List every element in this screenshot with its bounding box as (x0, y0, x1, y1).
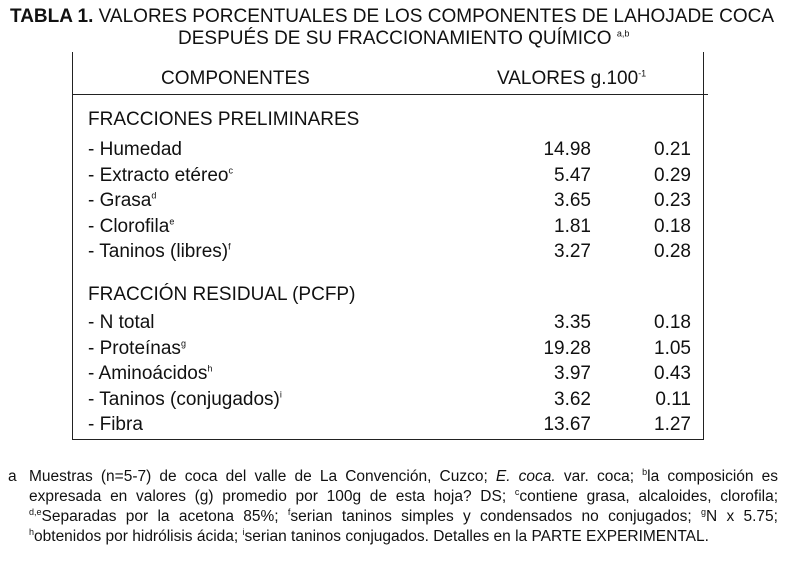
row-value: 5.47 (554, 164, 591, 186)
section-heading-residual: FRACCIÓN RESIDUAL (PCFP) (88, 284, 356, 305)
section-heading-preliminary: FRACCIONES PRELIMINARES (88, 109, 360, 130)
column-header-components: COMPONENTES (161, 68, 310, 89)
footnote-part: serian taninos simples y condensados no conjugados; (290, 508, 701, 525)
row-value-2: 0.18 (654, 312, 691, 333)
table-row (0, 139, 800, 163)
row-label-sup: g (180, 338, 186, 349)
row-label (88, 139, 182, 161)
row-label-text: - Taninos (libres) (88, 241, 229, 262)
row-label-text: - Humedad (88, 139, 182, 160)
row-label (88, 312, 155, 334)
row-label (88, 190, 156, 212)
row-value-2: 1.05 (654, 337, 691, 359)
row-value: 3.27 (554, 241, 591, 262)
row-label (88, 241, 231, 263)
row-label-sup: i (279, 389, 282, 400)
row-label-text: - Grasa (88, 190, 152, 211)
header-divider (72, 94, 708, 95)
row-value: 1.81 (554, 215, 591, 237)
row-label (88, 338, 186, 360)
row-value: 3.35 (554, 312, 591, 333)
table-row (0, 312, 800, 336)
row-label-sup: f (228, 241, 231, 252)
row-label-sup: e (169, 216, 175, 227)
row-value: 3.62 (554, 388, 591, 410)
row-label-text: - Taninos (conjugados) (88, 388, 280, 410)
footnote-part: var. coca; (555, 468, 643, 485)
row-label-text: - Proteínas (88, 337, 181, 359)
row-value: 13.67 (543, 414, 591, 435)
footnote-sup: c (514, 486, 520, 497)
table-row (0, 190, 800, 214)
row-label-text: - N total (88, 312, 155, 333)
row-label (88, 216, 174, 238)
footnote-part: contiene grasa, alcaloides, clorofila; (519, 488, 779, 505)
footnote-sup: b (642, 466, 648, 477)
footnote-part: Muestras (n=5-7) de coca del valle de La Convención, Cuzco; (29, 468, 496, 485)
title-superscript: a,b (616, 28, 630, 39)
table-row (0, 165, 800, 189)
footnote-part: obtenidos por hidrólisis ácida; (34, 528, 243, 545)
row-label-text: - Clorofila (88, 215, 170, 237)
row-value-2: 0.11 (655, 388, 691, 410)
row-value: 3.65 (554, 190, 591, 211)
table-row (0, 363, 800, 387)
row-value-2: 0.29 (654, 164, 691, 186)
row-label (88, 389, 282, 411)
table-row (0, 414, 800, 438)
table-row (0, 241, 800, 265)
table-row (0, 338, 800, 362)
row-label-sup: c (228, 165, 233, 176)
row-value-2: 0.21 (654, 139, 691, 160)
row-label-sup: h (207, 363, 213, 374)
row-label (88, 165, 233, 187)
row-value-2: 0.23 (654, 190, 691, 211)
table-row (0, 389, 800, 413)
footnote-text (29, 467, 778, 547)
footnote-sup: i (242, 526, 245, 537)
column-header-values-sup: -1 (638, 68, 647, 79)
footnote (8, 467, 778, 547)
row-value-2: 1.27 (654, 414, 691, 435)
footnote-mark: a (8, 468, 17, 485)
row-value: 19.28 (543, 337, 591, 359)
footnote-sup: g (700, 506, 706, 517)
row-label-text: - Extracto etéreo (88, 164, 229, 186)
footnote-sup: f (287, 506, 291, 517)
row-value-2: 0.43 (654, 363, 691, 384)
footnote-sup: h (29, 526, 35, 537)
footnote-part: Separadas por la acetona 85%; (41, 508, 288, 525)
column-header-values-wrap (497, 68, 646, 90)
title-line-2: DESPUÉS DE SU FRACCIONAMIENTO QUÍMICO (178, 28, 612, 49)
row-value-2: 0.18 (654, 215, 691, 237)
title-line-2-wrap (10, 28, 790, 50)
column-header-values: VALORES g.100 (497, 68, 639, 89)
footnote-part: N x 5.75; (705, 508, 778, 525)
footnote-part: serian taninos conjugados. Detalles en la PARTE EXPERIMENTAL. (244, 528, 709, 545)
table-title (10, 6, 790, 50)
row-label (88, 363, 212, 385)
row-label-sup: d (151, 190, 157, 201)
footnote-sup: d,e (29, 506, 42, 517)
table-row (0, 216, 800, 240)
row-label-text: - Fibra (88, 414, 143, 435)
footnote-species: E. coca. (495, 468, 556, 485)
row-value: 14.98 (543, 139, 591, 160)
row-value-2: 0.28 (654, 241, 691, 262)
row-label-text: - Aminoácidos (88, 363, 208, 384)
footnote-part: ? DS; (463, 488, 515, 505)
table-number: TABLA 1. (10, 6, 94, 27)
row-label (88, 414, 143, 436)
title-line-1: VALORES PORCENTUALES DE LOS COMPONENTES DE LAHOJADE COCA (98, 6, 775, 27)
footnote-part: la composición es expresada en valores (g) promedio por 100g de esta hoja (29, 468, 779, 505)
row-value: 3.97 (554, 363, 591, 384)
